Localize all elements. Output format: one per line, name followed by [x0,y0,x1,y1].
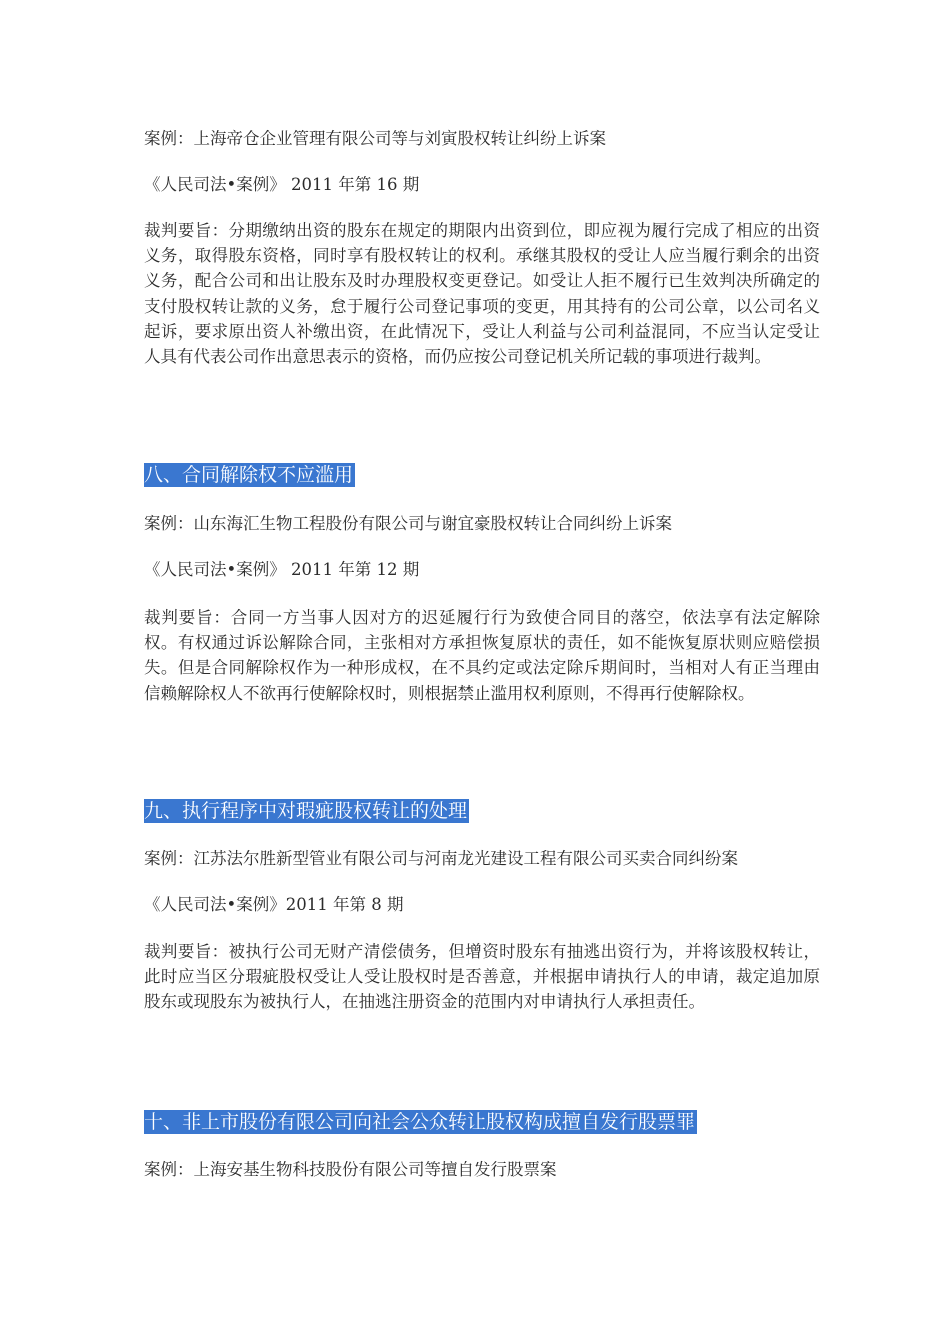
case-source: 《人民司法•案例》2011 年第 8 期 [144,895,404,914]
case-summary: 裁判要旨：被执行公司无财产清偿债务，但增资时股东有抽逃出资行为，并将该股权转让，此时应当区分瑕疵股权受让人受让股权时是否善意，并根据申请执行人的申请，裁定追加原股东或现股东为被执行人，在抽逃注册资金的范围内对申请执行人承担责任。 [144,942,820,1012]
case-title: 案例：江苏法尔胜新型管业有限公司与河南龙光建设工程有限公司买卖合同纠纷案 [144,849,738,868]
section-heading-9 [144,799,469,823]
case-title: 案例：上海帝仓企业管理有限公司等与刘寅股权转让纠纷上诉案 [144,129,606,148]
section-heading-8-text: 八、合同解除权不应滥用 [144,464,354,486]
case-title: 案例：上海安基生物科技股份有限公司等擅自发行股票案 [144,1160,557,1179]
case-source: 《人民司法•案例》 2011 年第 16 期 [144,175,420,194]
case-source: 《人民司法•案例》 2011 年第 12 期 [144,560,420,579]
section-heading-9-text: 九、执行程序中对瑕疵股权转让的处理 [144,800,468,822]
case-summary: 裁判要旨：分期缴纳出资的股东在规定的期限内出资到位，即应视为履行完成了相应的出资义务，取得股东资格，同时享有股权转让的权利。承继其股权的受让人应当履行剩余的出资义务，配合公司和出让股东及时办理股权变更登记。如受让人拒不履行已生效判决所确定的支付股权转让款的义务，怠于履行公司登记事项的变更，用其持有的公司公章，以公司名义起诉，要求原出资人补缴出资，在此情况下，受让人利益与公司利益混同，不应当认定受让人具有代表公司作出意思表示的资格，而仍应按公司登记机关所记载的事项进行裁判。 [144,221,820,367]
section-heading-8 [144,463,355,487]
case-summary: 裁判要旨：合同一方当事人因对方的迟延履行行为致使合同目的落空，依法享有法定解除权。有权通过诉讼解除合同，主张相对方承担恢复原状的责任，如不能恢复原状则应赔偿损失。但是合同解除权作为一种形成权，在不具约定或法定除斥期间时，当相对人有正当理由信赖解除权人不欲再行使解除权时，则根据禁止滥用权利原则，不得再行使解除权。 [144,608,820,703]
section-heading-10 [144,1110,697,1134]
case-title: 案例：山东海汇生物工程股份有限公司与谢宜豪股权转让合同纠纷上诉案 [144,514,672,533]
section-heading-10-text: 十、非上市股份有限公司向社会公众转让股权构成擅自发行股票罪 [144,1111,696,1133]
